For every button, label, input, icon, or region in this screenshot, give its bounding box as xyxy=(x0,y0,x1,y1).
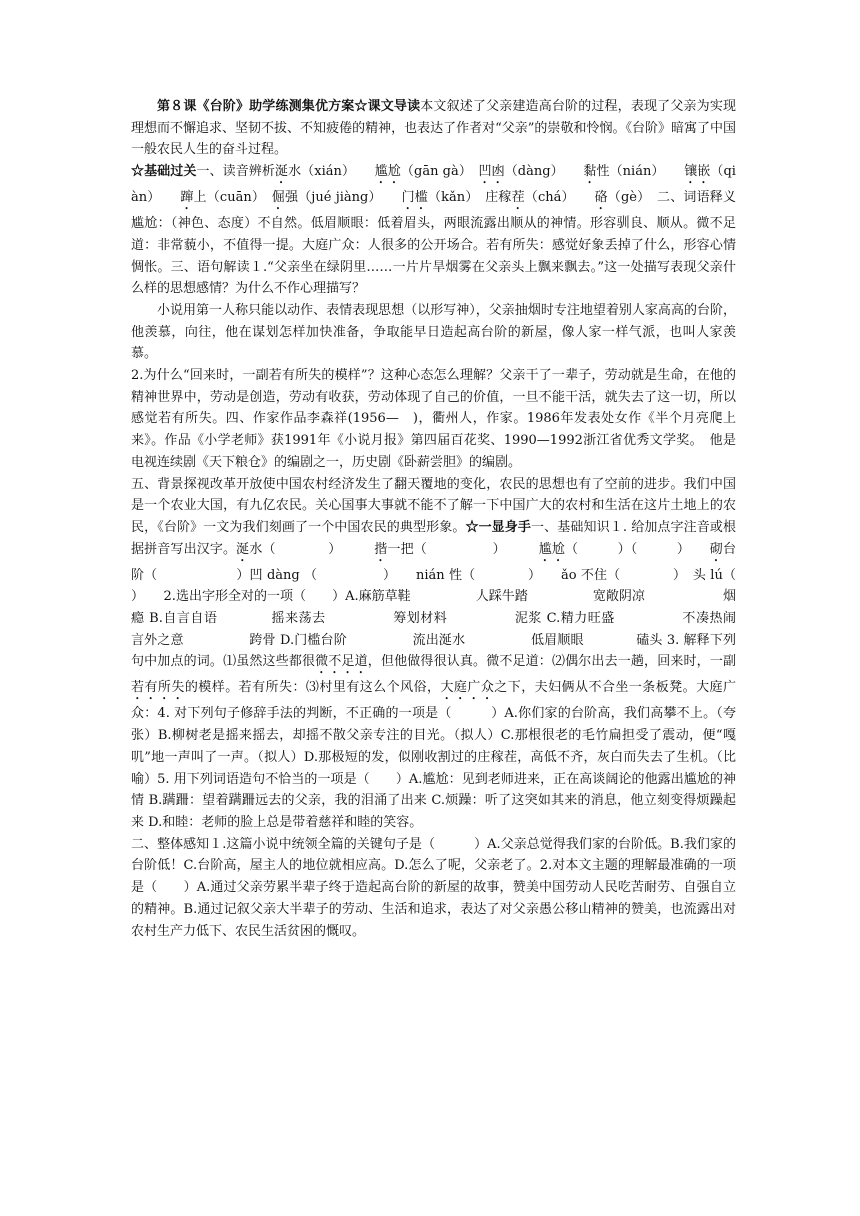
pinyin-intro: 一、读音辨析 xyxy=(196,164,275,180)
pinyin-rest: （kǎn） 庄稼 xyxy=(427,190,512,206)
document-page xyxy=(131,96,802,942)
pinyin-char: 倔 xyxy=(271,190,285,206)
q1-dot-char: 尴尬 xyxy=(538,541,566,557)
pinyin-rest: 强（jué jiàng） xyxy=(284,190,402,206)
pinyin-char: 硌 xyxy=(594,190,608,206)
answer-1: 小说用第一人称只能以动作、表情表现思想（以形写神），父亲抽烟时专注地望着别人家高高的台阶，他羡慕，向往，他在谋划怎样加快准备，争取能早日造起高台阶的新屋，像人家一样气派，也叫人家羡慕。 xyxy=(131,302,736,362)
q1-blank: 一把（ ） xyxy=(387,541,539,557)
pinyin-char: 尴尬 xyxy=(374,164,401,180)
pinyin-char: 蹿 xyxy=(180,190,194,206)
basic-section xyxy=(131,161,736,300)
intro-text: 本文叙述了父亲建造高台阶的过程，表现了父亲为实现理想而不懈追求、坚韧不拔、不知疲倦的精神，也表达了作者对“父亲”的崇敬和怜悯。《台阶》暗寓了中国一般农民人生的奋斗过程。 xyxy=(131,99,736,158)
q3-text: 之下，夫妇俩从不合坐一条板凳。大庭广众：4. 对下列句子修辞手法的判断，不正确的一项是（ ）A.你们家的台阶高，我们高攀不上。（夸张）B.柳树老是摇来摇去，却摇不散父亲专注的目光。（拟人）C.那根很老的毛竹扁担受了震动，便“嘎叽”地一声叫了一声。（拟人）D.那极短的发，似刚收割过的庄稼茬，高低不齐，灰白而失去了生机。（比喻）5. 用下列词语造句不恰当的一项是（ ）A.尴尬：见到老师进来，正在高谈阔论的他露出尴尬的神情 B.蹒跚：望着蹒跚远去的父亲，我的泪涌了出来 C.烦躁：听了这突如其来的消息，他立刻变得烦躁起来 D.和睦：老师的脸上总是带着慈祥和睦的笑容。 xyxy=(131,680,736,830)
basic-heading: ☆基础过关 xyxy=(131,164,197,180)
q1-dot-char: 涎 xyxy=(236,541,250,557)
pinyin-char: 门槛 xyxy=(401,190,428,206)
pinyin-rest: 上（cuān） xyxy=(193,190,272,206)
pinyin-char: 镶嵌 xyxy=(684,164,711,180)
q1-prompt: 一、基础知识１. 给加点字注音或根据拼音写出汉字。 xyxy=(131,519,736,557)
q1-blank: 水（ ） xyxy=(249,541,375,557)
background-text: 五、背景探视改革开放使中国农村经济发生了翻天覆地的变化，农民的思想也有了空前的进步。我们中国是一个农业大国，有九亿农民。关心国事大事就不能不了解一下中国广大的农村和生活在这片土地上的农民，《台阶》一文为我们刻画了一个中国农民的典型形象。 xyxy=(131,476,736,535)
pinyin-rest: 性（nián） xyxy=(596,164,685,180)
pinyin-rest: 水（xián） xyxy=(288,164,375,180)
q1-tail: nián 性（ ） ǎo 不住（ ） 头 lú（ ） 2.选出字形全对的一项（ ）A.麻筋草鞋 人踩牛踏 宽敞阴凉 烟瘾 B.自言自语 摇来荡去 筹划材料 泥浆 C.精力旺盛 不凑热闹 言外之意 跨骨 D.门槛台阶 流出涎水 低眉顺眼 磕头 3. 解释下列句中加点的词。⑴虽然这些都很 xyxy=(131,567,802,670)
pinyin-char: 涎 xyxy=(274,164,289,180)
vocab-text: 二、词语释义尴尬：（神色、态度）不自然。低眉顺眼：低着眉头，两眼流露出顺从的神情。形容驯良、顺从。微不足道：非常藐小，不值得一提。大庭广众：人很多的公开场合。若有所失：感觉好象丢掉了什么，形容心情惆怅。三、语句解读１.“父亲坐在绿阴里……一片片旱烟雾在父亲头上飘来飘去。”这一处描写表现父亲什么样的思想感情？为什么不作心理描写？ xyxy=(131,190,736,297)
pinyin-rest: （gān gà） xyxy=(400,164,479,180)
q1-blank: （ ）（ ） xyxy=(565,541,710,557)
practice-heading: ☆一显身手 xyxy=(465,519,532,535)
pinyin-rest: （chá） xyxy=(524,190,595,206)
pinyin-char: 茬 xyxy=(511,190,525,206)
q1-dot-char: 砌 xyxy=(709,541,723,557)
pinyin-rest: （dàng） xyxy=(504,164,584,180)
q1-dot-char: 揩 xyxy=(374,541,388,557)
question-2: 2.为什么“回来时，一副若有所失的模样”？这种心态怎么理解？父亲干了一辈子，劳动就是生命，在他的精神世界中，劳动是创造，劳动有收获，劳动体现了自己的价值，一旦不能干活，就失去了这一切，所以感觉若有所失。四、作家作品李森祥(1956— )，衢州人，作家。1986年发表处女作《半个月亮爬上来》。作品《小学老师》获1991年《小说月报》第四届百花奖、1990—1992浙江省优秀文学奖。 他是电视连续剧《天下粮仓》的编剧之一，历史剧《卧薪尝胆》的编剧。 xyxy=(131,368,736,470)
dotted-word: 微不足道 xyxy=(315,654,368,670)
intro-paragraph xyxy=(131,96,736,161)
background-section xyxy=(131,474,802,834)
pinyin-char: 凹凼 xyxy=(478,164,505,180)
pinyin-char: 黏 xyxy=(583,164,597,180)
overall-section: 二、整体感知１.这篇小说中统领全篇的关键句子是（ ）A.父亲总觉得我们家的台阶低。B.我们家的台阶低！C.台阶高，屋主人的地位就相应高。D.怎么了呢，父亲老了。2.对本文主题的理解最准确的一项是（ ）A.通过父亲劳累半辈子终于造起高台阶的新屋的故事，赞美中国劳动人民吃苦耐劳、自强自立的精神。B.通过记叙父亲大半辈子的劳动、生活和追求，表达了对父亲愚公移山精神的赞美，也流露出对农村生产力低下、农民生活贫困的慨叹。 xyxy=(131,836,736,939)
dotted-word: 大庭广众 xyxy=(440,680,495,696)
pinyin-rest: （qiàn） xyxy=(131,164,736,206)
pinyin-rest: （gè） xyxy=(607,190,658,206)
dotted-word: 若有所失 xyxy=(131,680,185,696)
q3-text: 的模样。若有所失：⑶村里有这么个风俗， xyxy=(184,680,441,696)
q1-blank: 台阶（ ）凹 dàng （ ） xyxy=(131,541,736,583)
q3-text: ，但他做得很认真。微不足道：⑵偶尔出去一趟，回来时，一副 xyxy=(367,654,736,670)
lesson-title: 第８课《台阶》助学练测集优方案☆课文导读 xyxy=(157,99,421,114)
